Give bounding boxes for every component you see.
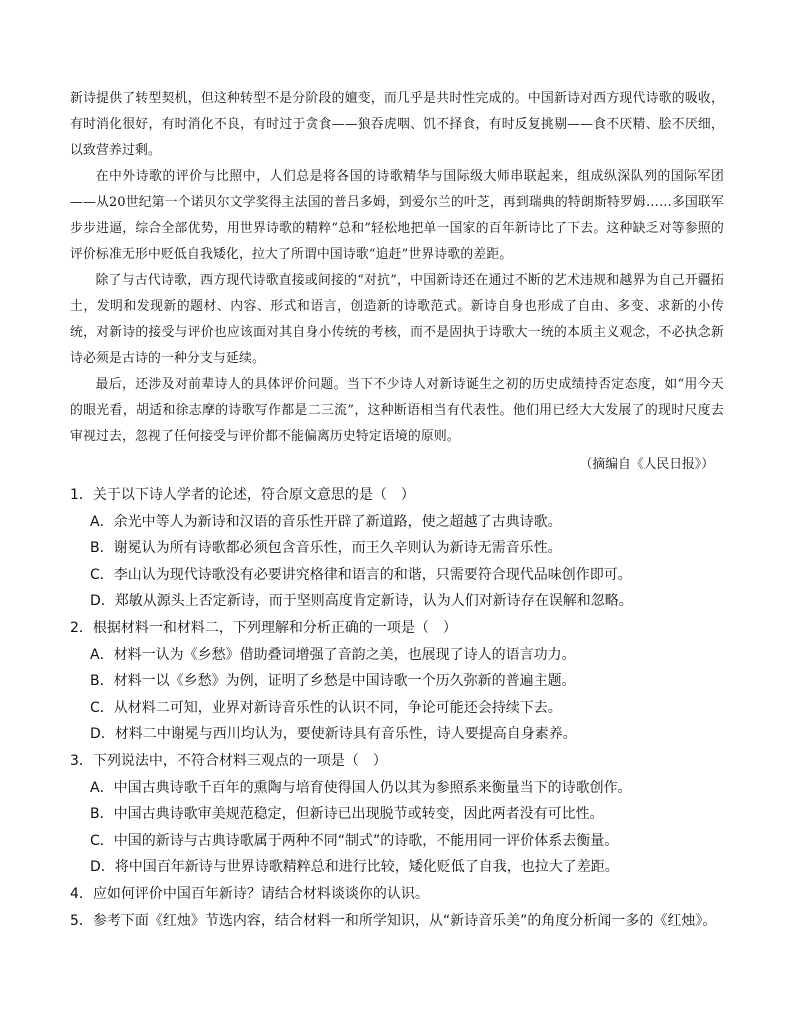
option-c: C．从材料二可知，业界对新诗音乐性的认识不同，争论可能还会持续下去。 — [90, 699, 562, 716]
option-d: D．材料二中谢冕与西川均认为，要使新诗具有音乐性，诗人要提高自身素养。 — [90, 726, 577, 743]
option-d: D．郑敏从源头上否定新诗，而于坚则高度肯定新诗，认为人们对新诗存在误解和忽略。 — [90, 593, 633, 610]
document-page — [70, 86, 724, 934]
passage-source: （摘编自《人民日报》） — [579, 457, 714, 472]
option-c: C．中国的新诗与古典诗歌属于两种不同“制式”的诗歌，不能用同一评价体系去衡量。 — [90, 832, 619, 849]
option-a: A．中国古典诗歌千百年的熏陶与培育使得国人仍以其为参照系来衡量当下的诗歌创作。 — [90, 779, 632, 796]
question-1 — [70, 482, 724, 615]
question-list — [70, 482, 724, 934]
question-3 — [70, 748, 724, 881]
question-stem: 4．应如何评价中国百年新诗？请结合材料谈谈你的认识。 — [70, 885, 429, 902]
passage-paragraph-1: 新诗提供了转型契机，但这种转型不是分阶段的嬗变，而几乎是共时性完成的。中国新诗对西方现代诗歌的吸收，有时消化很好，有时消化不良，有时过于贪食——狼吞虎咽、饥不择食，有时反复挑剔——食不厌精、脍不厌细，以致营养过剩。 — [70, 91, 724, 158]
option-b: B．材料一以《乡愁》为例，证明了乡愁是中国诗歌一个历久弥新的普遍主题。 — [90, 673, 576, 690]
question-2 — [70, 615, 724, 748]
passage-paragraph-2: 在中外诗歌的评价与比照中，人们总是将各国的诗歌精华与国际级大师串联起来，组成纵深队列的国际军团——从20世纪第一个诺贝尔文学奖得主法国的普吕多姆，到爱尔兰的叶芝，再到瑞典的特朗斯特罗姆……多国联军步步进逼，综合全部优势，用世界诗歌的精粹“总和”轻松地把单一国家的百年新诗比了下去。这种缺乏对等参照的评价标准无形中贬低自我矮化，拉大了所谓中国诗歌“追赶”世界诗歌的差距。 — [70, 169, 724, 262]
option-d: D．将中国百年新诗与世界诗歌精粹总和进行比较，矮化贬低了自我，也拉大了差距。 — [90, 859, 619, 876]
option-b: B．中国古典诗歌审美规范稳定，但新诗已出现脱节或转变，因此两者没有可比性。 — [90, 806, 604, 823]
question-4 — [70, 881, 724, 908]
option-a: A．余光中等人为新诗和汉语的音乐性开辟了新道路，使之超越了古典诗歌。 — [90, 513, 562, 530]
question-5 — [70, 908, 724, 935]
reading-passage — [70, 86, 724, 478]
question-stem: 1．关于以下诗人学者的论述，符合原文意思的是（ ） — [70, 487, 415, 503]
passage-paragraph-4: 最后，还涉及对前辈诗人的具体评价问题。当下不少诗人对新诗诞生之初的历史成绩持否定态度，如“用今天的眼光看，胡适和徐志摩的诗歌写作都是二三流”，这种断语相当有代表性。他们用已经大大发展了的现时尺度去审视过去，忽视了任何接受与评价都不能偏离历史特定语境的原则。 — [70, 377, 724, 444]
passage-paragraph-3: 除了与古代诗歌，西方现代诗歌直接或间接的“对抗”，中国新诗还在通过不断的艺术违规和越界为自己开疆拓土，发明和发现新的题材、内容、形式和语言，创造新的诗歌范式。新诗自身也形成了自由、多变、求新的小传统，对新诗的接受与评价也应该面对其自身小传统的考核，而不是固执于诗歌大一统的本质主义观念，不必执念新诗必须是古诗的一种分支与延续。 — [70, 273, 724, 366]
option-c: C．李山认为现代诗歌没有必要讲究格律和语言的和谐，只需要符合现代品味创作即可。 — [90, 566, 632, 583]
option-b: B．谢冕认为所有诗歌都必须包含音乐性，而王久辛则认为新诗无需音乐性。 — [90, 540, 562, 557]
question-stem: 5．参考下面《红烛》节选内容，结合材料一和所学知识，从“新诗音乐美”的角度分析闻一多的《红烛》。 — [70, 912, 717, 929]
option-a: A．材料一认为《乡愁》借助叠词增强了音韵之美，也展现了诗人的语言功力。 — [90, 646, 576, 663]
question-stem: 2．根据材料一和材料二，下列理解和分析正确的一项是（ ） — [70, 619, 457, 636]
question-stem: 3．下列说法中，不符合材料三观点的一项是（ ） — [70, 752, 387, 769]
